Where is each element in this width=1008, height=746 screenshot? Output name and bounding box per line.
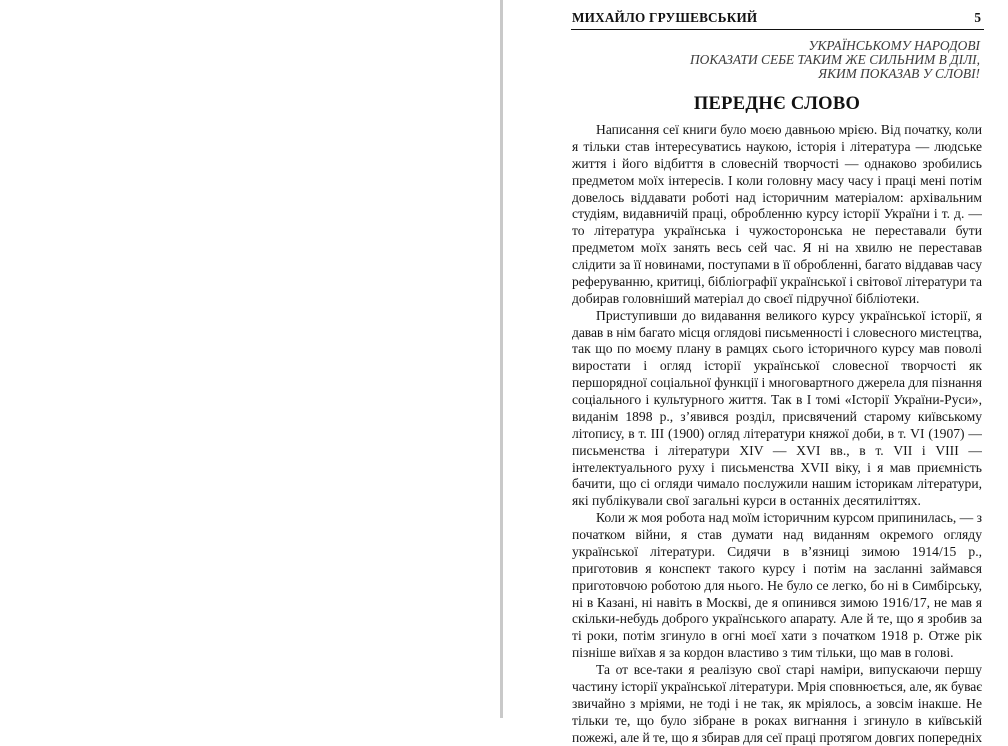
text-line: тільки те, що було зібране в роках вигнання і згинуло в київській [572,713,982,730]
text-line: ні в Казані, ні навіть в Москві, де я опинився зимою 1916/17, не мав я [572,595,982,612]
chapter-title: ПЕРЕДНЄ СЛОВО [572,94,982,115]
text-line: слідити за її новинами, поступами в її обробленні, багато віддавав часу [572,257,982,274]
text-line: так що по моєму плану в рамцях сього історичного курсу мав поволі [572,341,982,358]
text-line: студіям, видавничій праці, обробленню курсу історії України і т. д. — [572,206,982,223]
text-line: приготовив я конспект такого курсу і потім на засланні займався [572,561,982,578]
left-page-blank [0,0,500,718]
epigraph-line: ПОКАЗАТИ СЕБЕ ТАКИМ ЖЕ СИЛЬНИМ В ДІЛІ, [571,53,980,67]
page-number: 5 [974,10,981,26]
text-line: які публікували свої загальні курси в останніх десятиліттях. [572,493,982,510]
text-line: реферуванню, критиці, бібліографії української і світової літератури та [572,274,982,291]
text-line: скільки-небудь доброго українського апарату. Але й те, що я зробив за [572,611,982,628]
body-text [572,122,982,746]
text-line: виданім 1898 р., з’явився розділ, присвячений старому київському [572,409,982,426]
text-line: Коли ж моя робота над моїм історичним курсом припинилась, — з [572,510,982,527]
running-head-author: МИХАЙЛО ГРУШЕВСЬКИЙ [572,10,757,26]
text-line: приготовчою роботою для нього. Не було се легко, бо ні в Симбірську, [572,578,982,595]
text-line: предметом моїх занять весь сей час. Я ні на хвилю не переставав [572,240,982,257]
text-line: першорядної соціальної функції і многовартного джерела для пізнання [572,375,982,392]
right-page [503,0,1008,718]
text-line: української літератури. Сидячи в в’язниці зимою 1914/15 р., [572,544,982,561]
text-line: Та от все-таки я реалізую свої старі наміри, випускаючи першу [572,662,982,679]
text-line: я тільки став інтересуватись наукою, історія і література — людське [572,139,982,156]
text-line: ті роки, потім згинуло в огні моєї хати з початком 1918 р. Отже рік [572,628,982,645]
text-line: звичайно з мріями, не тоді і не так, як мріялось, а зовсім інакше. Не [572,696,982,713]
text-line: життя і його відбиття в словесній творчості — однаково зробились [572,156,982,173]
text-line: пожежі, але й те, що я збирав для сеї праці протягом довгих попередніх [572,730,982,746]
text-line: письменства і літератури XIV — XVI вв., в т. VII і VIII — [572,443,982,460]
epigraph [571,39,980,81]
text-line: початком війни, я став думати над виданням окремого огляду [572,527,982,544]
text-line: бачити, що сі огляди чимало послужили нашим історикам літератури, [572,476,982,493]
epigraph-line: ЯКИМ ПОКАЗАВ У СЛОВІ! [571,67,980,81]
epigraph-line: УКРАЇНСЬКОМУ НАРОДОВІ [571,39,980,53]
text-line: частину історії української літератури. Мрія сповнюється, але, як буває [572,679,982,696]
text-line: предметом моїх інтересів. І коли головну масу часу і праці мені потім [572,173,982,190]
text-line: Написання сеї книги було моєю давньою мрією. Від початку, коли [572,122,982,139]
text-line: пізніше виїхав я за кордон властиво з тим тільки, що мав в голові. [572,645,982,662]
text-line: інтелектуального руху і письменства XVII віку, і я мав приємність [572,460,982,477]
text-line: давав в нім багато місця оглядові письменності і словесного мистецтва, [572,325,982,342]
text-line: Приступивши до видавання великого курсу української історії, я [572,308,982,325]
text-line: то література українська і чужосторонська не переставали бути [572,223,982,240]
running-head [571,9,984,30]
text-line: добирав головніший матеріал до своєї підручної бібліотеки. [572,291,982,308]
text-line: літопису, в т. ІІІ (1900) огляд літератури княжої доби, в т. VI (1907) — [572,426,982,443]
text-line: виростати і огляд історії української словесної творчості як [572,358,982,375]
text-line: соціального і культурного життя. Так в І томі «Історії України-Руси», [572,392,982,409]
text-line: довелось віддавати роботі над історичним матеріалом: архівальним [572,190,982,207]
